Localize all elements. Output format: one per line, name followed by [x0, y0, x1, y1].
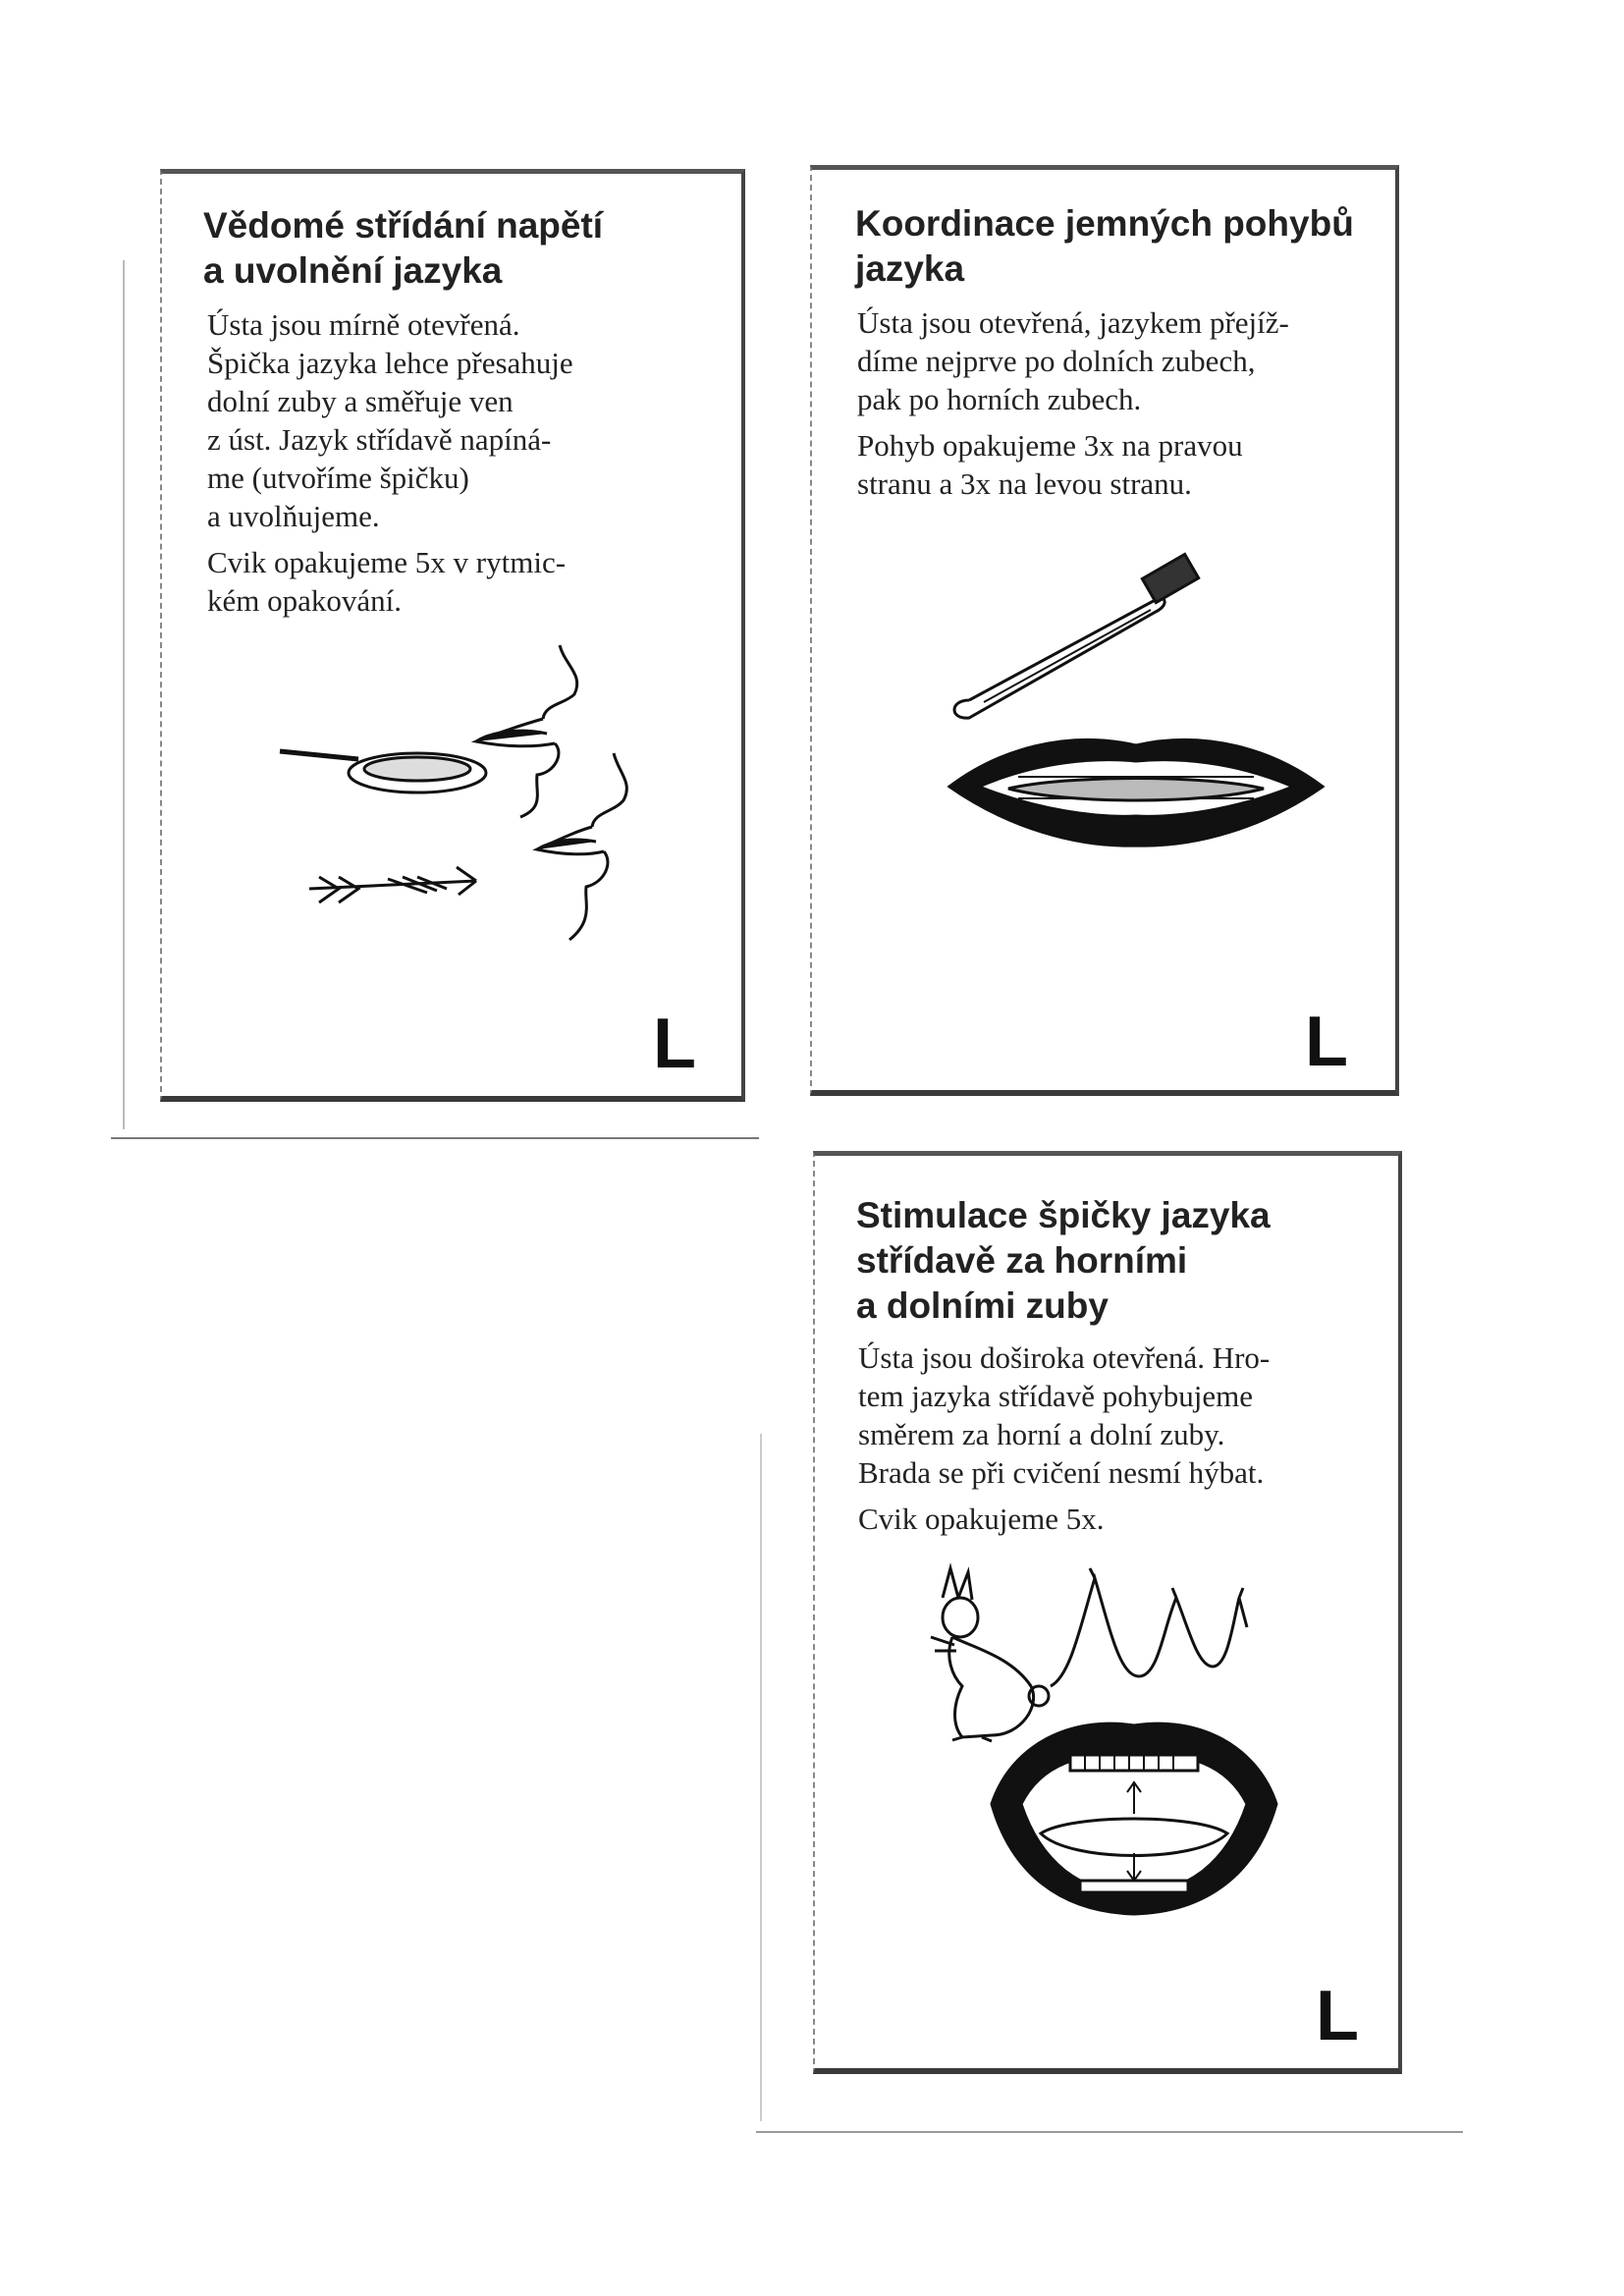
- mouth-icon: [949, 739, 1323, 846]
- title-line: Stimulace špičky jazyka: [856, 1195, 1271, 1235]
- text-line: Ústa jsou otevřená, jazykem přejíž-: [857, 305, 1289, 340]
- rabbit-icon: [931, 1568, 1049, 1741]
- text-line: Cvik opakujeme 5x.: [858, 1502, 1105, 1536]
- text-line: kém opakování.: [207, 583, 403, 618]
- toothbrush-icon: [954, 554, 1199, 718]
- card-title: [203, 203, 603, 294]
- difficulty-badge: L: [653, 1005, 696, 1083]
- title-line: a uvolnění jazyka: [203, 250, 503, 291]
- exercise-card-1: [160, 169, 745, 1102]
- difficulty-badge: L: [1305, 1003, 1348, 1081]
- card-instructions: [858, 1339, 1270, 1538]
- tongue-coordination-illustration: [940, 553, 1352, 847]
- text-line: Brada se při cvičení nesmí hýbat.: [858, 1455, 1265, 1490]
- arrow-icon: [309, 867, 476, 902]
- text-line: stranu a 3x na levou stranu.: [857, 466, 1192, 501]
- text-line: Cvik opakujeme 5x v rytmic-: [207, 545, 567, 579]
- jump-path-icon: [1051, 1568, 1247, 1686]
- title-line: střídavě za horními: [856, 1240, 1188, 1281]
- text-line: me (utvoříme špičku): [207, 461, 469, 495]
- text-line: Špička jazyka lehce přesahuje: [207, 346, 573, 380]
- tongue-profile-icon: [476, 645, 626, 940]
- title-line: a dolními zuby: [856, 1285, 1109, 1326]
- cut-line: [756, 2131, 1463, 2133]
- cut-line: [123, 260, 125, 1129]
- exercise-card-3: [813, 1151, 1402, 2074]
- text-line: z úst. Jazyk střídavě napíná-: [207, 422, 552, 457]
- text-line: díme nejprve po dolních zubech,: [857, 344, 1256, 378]
- text-line: Ústa jsou mírně otevřená.: [207, 307, 520, 342]
- text-line: pak po horních zubech.: [857, 382, 1142, 416]
- pan-icon: [280, 751, 486, 793]
- text-line: směrem za horní a dolní zuby.: [858, 1417, 1225, 1451]
- open-mouth-icon: [992, 1723, 1276, 1914]
- text-line: a uvolňujeme.: [207, 499, 380, 533]
- difficulty-badge: L: [1316, 1977, 1359, 2055]
- cut-line: [111, 1137, 759, 1139]
- card-instructions: [857, 303, 1289, 503]
- text-line: Ústa jsou doširoka otevřená. Hro-: [858, 1340, 1271, 1375]
- title-line: jazyka: [855, 248, 965, 289]
- title-line: Koordinace jemných pohybů: [855, 203, 1354, 244]
- title-line: Vědomé střídání napětí: [203, 205, 604, 246]
- exercise-card-2: [810, 165, 1399, 1096]
- tongue-tension-illustration: [280, 645, 692, 959]
- tongue-tip-illustration: [923, 1568, 1345, 1922]
- text-line: dolní zuby a směřuje ven: [207, 384, 514, 418]
- text-line: tem jazyka střídavě pohybujeme: [858, 1379, 1254, 1413]
- text-line: Pohyb opakujeme 3x na pravou: [857, 428, 1243, 463]
- card-instructions: [207, 305, 573, 620]
- card-title: [856, 1193, 1271, 1329]
- card-title: [855, 201, 1354, 292]
- cut-line: [760, 1434, 762, 2121]
